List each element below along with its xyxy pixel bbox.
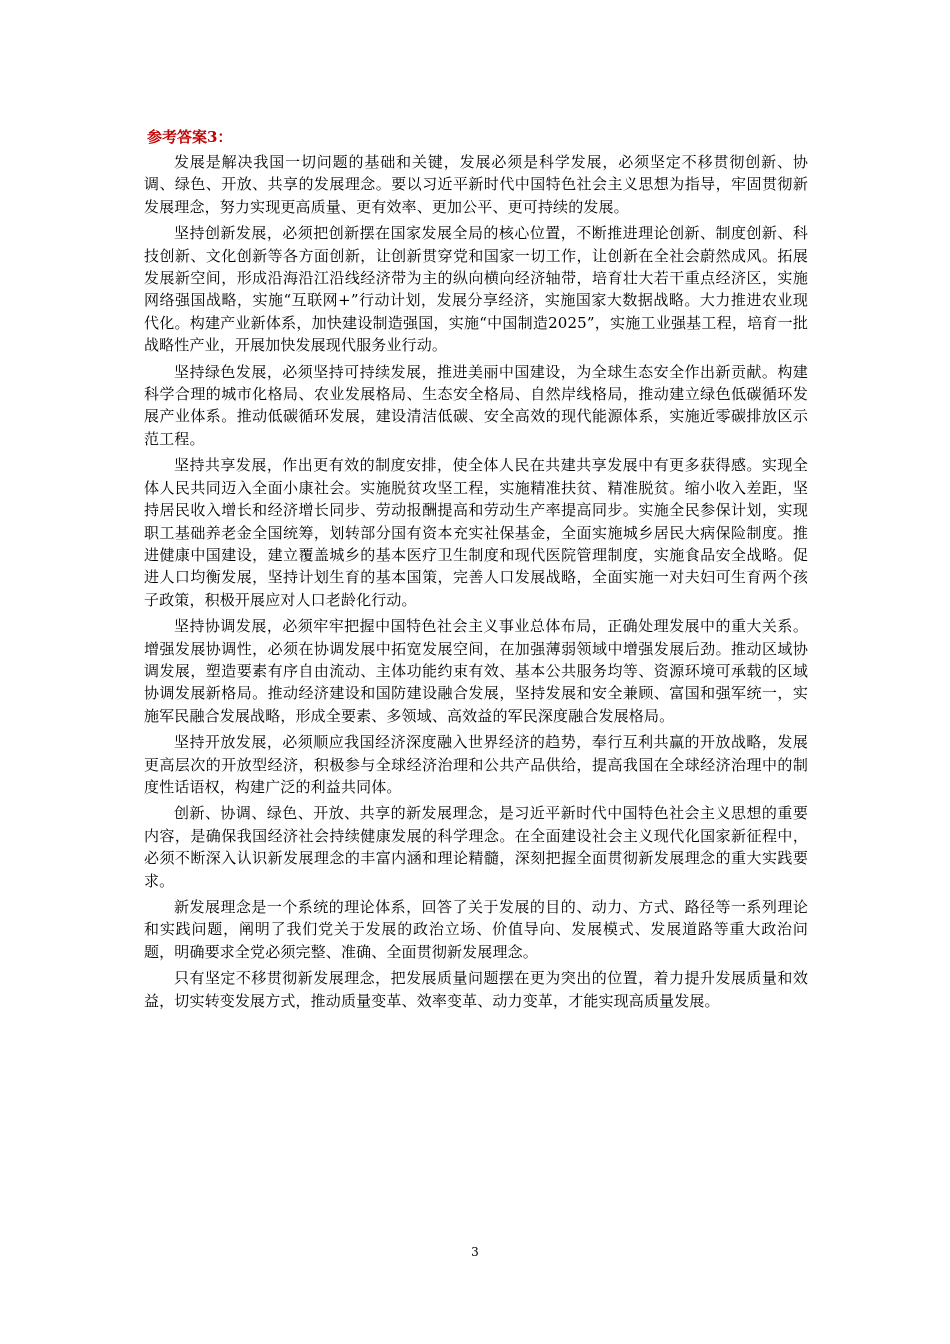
page-number: 3	[471, 1245, 479, 1259]
paragraph-openness: 坚持开放发展，必须顺应我国经济深度融入世界经济的趋势，奉行互利共赢的开放战略，发展更高层次的开放型经济，积极参与全球经济治理和公共产品供给，提高我国在全球经济治理中的制度性话语权，构建广泛的利益共同体。	[144, 733, 808, 796]
answer-heading: 参考答案3：	[147, 128, 233, 146]
paragraph-innovation: 坚持创新发展，必须把创新摆在国家发展全局的核心位置，不断推进理论创新、制度创新、科技创新、文化创新等各方面创新，让创新贯穿党和国家一切工作，让创新在全社会蔚然成风。拓展发展新空间，形成沿海沿江沿线经济带为主的纵向横向经济轴带，培育壮大若干重点经济区，实施网络强国战略，实施“互联网+”行动计划，发展分享经济，实施国家大数据战略。大力推进农业现代化。构建产业新体系，加快建设制造强国，实施“中国制造2025”，实施工业强基工程，培育一批战略性产业，开展加快发展现代服务业行动。	[144, 224, 808, 355]
paragraph-intro: 发展是解决我国一切问题的基础和关键，发展必须是科学发展，必须坚定不移贯彻创新、协调、绿色、开放、共享的发展理念。要以习近平新时代中国特色社会主义思想为指导，牢固贯彻新发展理念，努力实现更高质量、更有效率、更加公平、更可持续的发展。	[144, 153, 808, 216]
paragraph-green: 坚持绿色发展，必须坚持可持续发展，推进美丽中国建设，为全球生态安全作出新贡献。构建科学合理的城市化格局、农业发展格局、生态安全格局、自然岸线格局，推动建立绿色低碳循环发展产业体系。推动低碳循环发展，建设清洁低碳、安全高效的现代能源体系，实施近零碳排放区示范工程。	[144, 362, 808, 448]
paragraph-coordination: 坚持协调发展，必须牢牢把握中国特色社会主义事业总体布局，正确处理发展中的重大关系。增强发展协调性，必须在协调发展中拓宽发展空间，在加强薄弱领域中增强发展后劲。推动区域协调发展，塑造要素有序自由流动、主体功能约束有效、基本公共服务均等、资源环境可承载的区域协调发展新格局。推动经济建设和国防建设融合发展，坚持发展和安全兼顾、富国和强军统一，实施军民融合发展战略，形成全要素、多领域、高效益的军民深度融合发展格局。	[144, 617, 808, 725]
paragraph-sharing: 坚持共享发展，作出更有效的制度安排，使全体人民在共建共享发展中有更多获得感。实现全体人民共同迈入全面小康社会。实施脱贫攻坚工程，实施精准扶贫、精准脱贫。缩小收入差距，坚持居民收入增长和经济增长同步、劳动报酬提高和劳动生产率提高同步。实施全民参保计划，实现职工基础养老金全国统筹，划转部分国有资本充实社保基金，全面实施城乡居民大病保险制度。推进健康中国建设，建立覆盖城乡的基本医疗卫生制度和现代医院管理制度，实施食品安全战略。促进人口均衡发展，坚持计划生育的基本国策，完善人口发展战略，全面实施一对夫妇可生育两个孩子政策，积极开展应对人口老龄化行动。	[144, 456, 808, 609]
paragraph-theory-system: 新发展理念是一个系统的理论体系，回答了关于发展的目的、动力、方式、路径等一系列理论和实践问题，阐明了我们党关于发展的政治立场、价值导向、发展模式、发展道路等重大政治问题，明确要求全党必须完整、准确、全面贯彻新发展理念。	[144, 898, 808, 961]
paragraph-conclusion: 只有坚定不移贯彻新发展理念，把发展质量问题摆在更为突出的位置，着力提升发展质量和效益，切实转变发展方式，推动质量变革、效率变革、动力变革，才能实现高质量发展。	[144, 969, 808, 1010]
paragraph-concept-summary: 创新、协调、绿色、开放、共享的新发展理念，是习近平新时代中国特色社会主义思想的重要内容，是确保我国经济社会持续健康发展的科学理念。在全面建设社会主义现代化国家新征程中，必须不断深入认识新发展理念的丰富内涵和理论精髓，深刻把握全面贯彻新发展理念的重大实践要求。	[144, 804, 808, 890]
document-body	[144, 126, 808, 1016]
